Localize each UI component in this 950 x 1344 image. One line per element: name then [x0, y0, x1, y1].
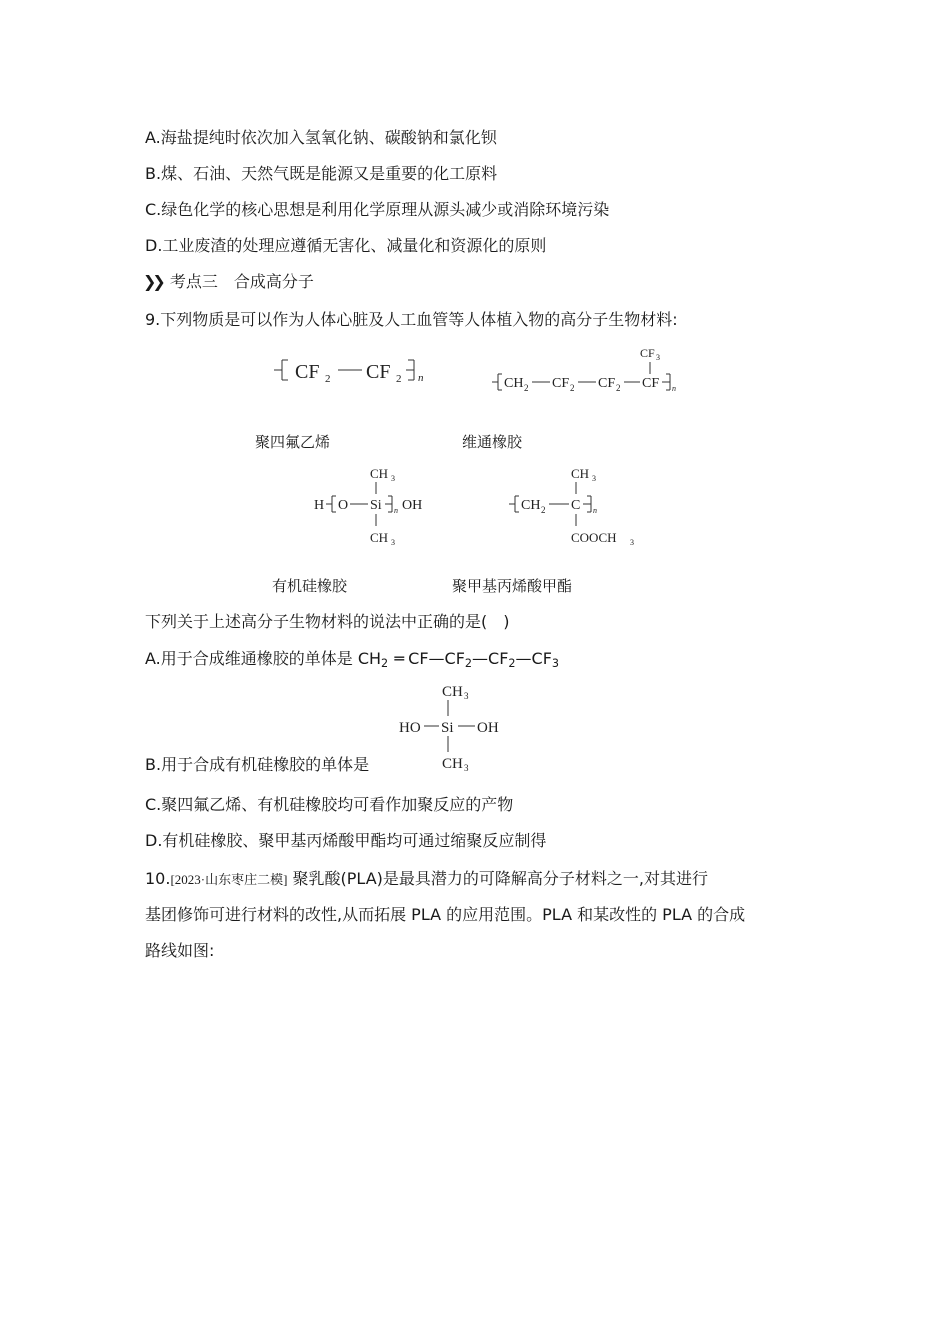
svg-text:COOCH: COOCH [571, 530, 617, 545]
svg-text:CH: CH [521, 498, 541, 513]
q9-option-d: D.有机硅橡胶、聚甲基丙烯酸甲酯均可通过缩聚反应制得 [145, 831, 547, 850]
svg-text:CF: CF [598, 376, 616, 391]
svg-text:2: 2 [396, 373, 402, 385]
double-chevron-icon: ❯❯ [143, 272, 162, 291]
svg-text:3: 3 [656, 353, 660, 362]
ptfe-cf2-a: CF [295, 361, 320, 383]
q9-question: 下列关于上述高分子生物材料的说法中正确的是( ) [145, 612, 510, 631]
svg-text:C: C [571, 498, 581, 513]
svg-text:n: n [394, 506, 398, 515]
svg-text:3: 3 [391, 474, 395, 483]
section-header [143, 272, 314, 292]
caption-silicone: 有机硅橡胶 [272, 577, 348, 595]
svg-text:CH: CH [442, 756, 463, 772]
q10-line1: 10.[2023·山东枣庄二模] 聚乳酸(PLA)是最具潜力的可降解高分子材料之一,对其进行 [145, 869, 708, 888]
caption-pmma: 聚甲基丙烯酸甲酯 [452, 577, 573, 595]
svg-text:2: 2 [616, 383, 621, 393]
svg-text:CH: CH [442, 684, 463, 700]
silanediol-structure [395, 678, 525, 774]
svg-text:2: 2 [524, 383, 529, 393]
svg-text:H: H [314, 498, 325, 513]
svg-text:Si: Si [441, 720, 454, 736]
svg-text:n: n [593, 506, 597, 515]
svg-text:O: O [338, 498, 349, 513]
svg-text:CH: CH [571, 466, 590, 481]
svg-text:CH: CH [370, 466, 389, 481]
caption-ptfe: 聚四氟乙烯 [255, 433, 331, 451]
svg-text:CH: CH [370, 530, 389, 545]
q9-option-b: B.用于合成有机硅橡胶的单体是 [145, 755, 370, 774]
svg-text:3: 3 [592, 474, 596, 483]
svg-text:3: 3 [464, 763, 469, 773]
q9-stem: 9.下列物质是可以作为人体心脏及人工血管等人体植入物的高分子生物材料: [145, 310, 678, 329]
option-b: B.煤、石油、天然气既是能源又是重要的化工原料 [145, 164, 498, 183]
silicone-structure [310, 462, 440, 546]
svg-text:3: 3 [464, 691, 469, 701]
q10-line3: 路线如图: [145, 941, 215, 960]
svg-text:OH: OH [402, 498, 423, 513]
q10-source: [2023·山东枣庄二模] [170, 872, 288, 887]
viton-cf3: CF [640, 346, 655, 360]
caption-viton: 维通橡胶 [462, 433, 523, 451]
option-d: D.工业废渣的处理应遵循无害化、减量化和资源化的原则 [145, 236, 547, 255]
svg-text:n: n [672, 384, 676, 393]
option-c: C.绿色化学的核心思想是利用化学原理从源头减少或消除环境污染 [145, 200, 610, 219]
svg-text:2: 2 [541, 505, 546, 515]
svg-text:2: 2 [570, 383, 575, 393]
svg-text:n: n [418, 372, 424, 384]
q9-option-a: A.用于合成维通橡胶的单体是 $CH_2$ ═ $CF—CF_2—CF_2—CF_3$ [145, 649, 560, 670]
svg-text:3: 3 [630, 538, 634, 546]
svg-text:HO: HO [399, 720, 421, 736]
svg-text:CF: CF [642, 376, 660, 391]
ptfe-structure [270, 352, 440, 388]
svg-text:Si: Si [370, 498, 382, 513]
q10-line2: 基团修饰可进行材料的改性,从而拓展 PLA 的应用范围。PLA 和某改性的 PLA 的合成 [145, 905, 746, 924]
q9-option-c: C.聚四氟乙烯、有机硅橡胶均可看作加聚反应的产物 [145, 795, 514, 814]
ptfe-cf2-b: CF [366, 361, 391, 383]
svg-text:3: 3 [391, 538, 395, 546]
viton-structure [490, 342, 690, 398]
svg-text:CF: CF [552, 376, 570, 391]
pmma-structure [505, 462, 655, 546]
option-a: A.海盐提纯时依次加入氢氧化钠、碳酸钠和氯化钡 [145, 128, 497, 147]
svg-text:OH: OH [477, 720, 499, 736]
svg-text:2: 2 [325, 373, 331, 385]
svg-text:CH: CH [504, 376, 524, 391]
section-label: 考点三 合成高分子 [169, 272, 314, 291]
